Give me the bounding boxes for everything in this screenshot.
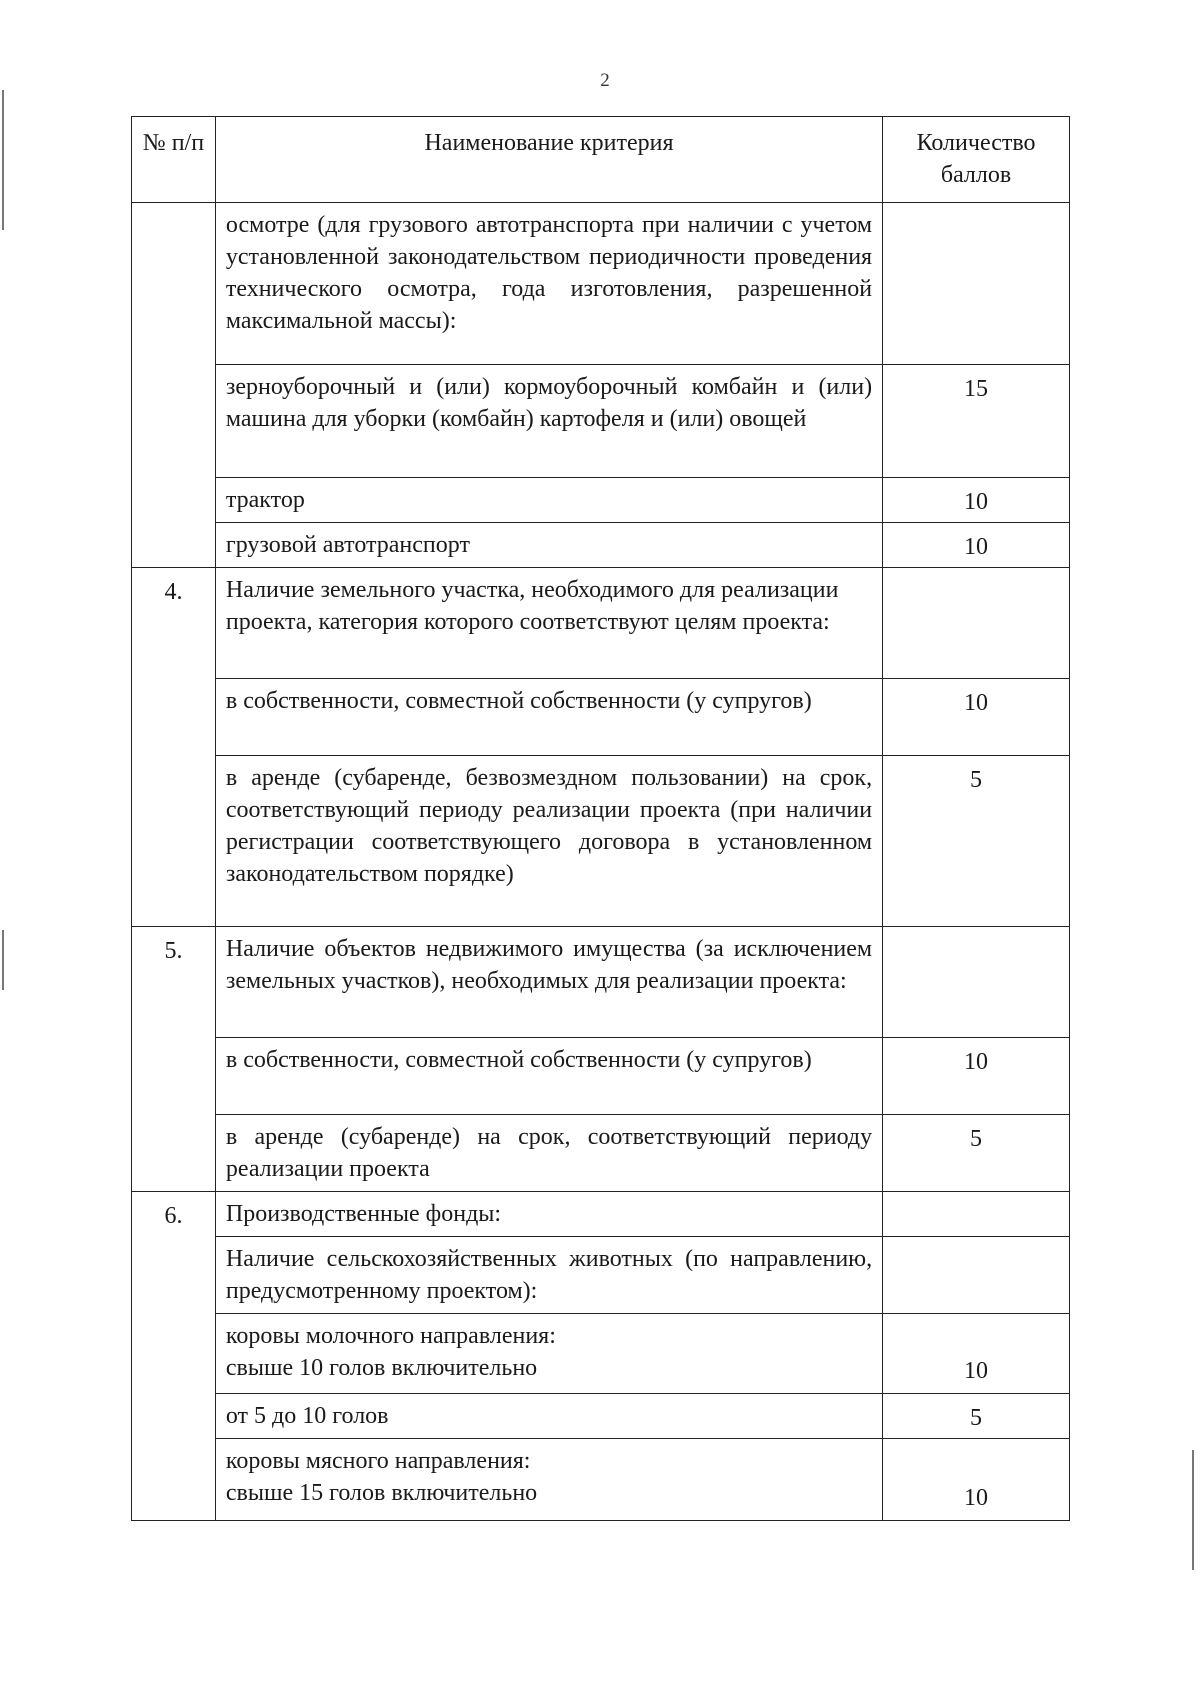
header-score: Количество баллов: [883, 117, 1070, 203]
table-row: [132, 568, 1070, 679]
table-row: [132, 1394, 1070, 1439]
table-row: [132, 1439, 1070, 1521]
criteria-table: [131, 116, 1070, 1521]
row-score: 10: [883, 478, 1070, 523]
table-row: [132, 1038, 1070, 1115]
row-criterion: Наличие сельскохозяйственных животных (по направлению, предусмотренному проектом):: [215, 1237, 882, 1314]
row-criterion: от 5 до 10 голов: [215, 1394, 882, 1439]
row-score: [883, 568, 1070, 679]
row-criterion: [215, 1439, 882, 1521]
row-criterion-heading: коровы мясного направления:: [225, 1448, 531, 1474]
scan-edge-mark: [2, 90, 4, 230]
table-row: [132, 365, 1070, 478]
row-criterion-detail: свыше 15 голов включительно: [225, 1480, 538, 1506]
row-num: 6.: [132, 1192, 216, 1521]
row-criterion: в аренде (субаренде) на срок, соответствующий периоду реализации проекта: [215, 1115, 882, 1192]
row-criterion: трактор: [215, 478, 882, 523]
table-header-row: [132, 117, 1070, 203]
row-num: 4.: [132, 568, 216, 927]
row-criterion: Наличие земельного участка, необходимого для реализации проекта, категория которого соответствуют целям проекта:: [215, 568, 882, 679]
table-row: [132, 1314, 1070, 1394]
table-row: [132, 1192, 1070, 1237]
row-criterion: грузовой автотранспорт: [215, 523, 882, 568]
row-criterion: в аренде (субаренде, безвозмездном пользовании) на срок, соответствующий периоду реализации проекта (при наличии регистрации соответствующего договора в установленном законодательством порядке): [215, 756, 882, 927]
row-num: [132, 203, 216, 568]
row-score: 10: [883, 1038, 1070, 1115]
row-score: 15: [883, 365, 1070, 478]
scan-edge-mark: [1192, 1450, 1194, 1570]
header-name: Наименование критерия: [215, 117, 882, 203]
row-criterion: осмотре (для грузового автотранспорта при наличии с учетом установленной законодательством периодичности проведения технического осмотра, года изготовления, разрешенной максимальной массы):: [215, 203, 882, 365]
row-score: [883, 927, 1070, 1038]
row-score: 10: [883, 1314, 1070, 1394]
table-row: [132, 1237, 1070, 1314]
row-criterion: в собственности, совместной собственности (у супругов): [215, 679, 882, 756]
table-row: [132, 203, 1070, 365]
row-criterion: в собственности, совместной собственности (у супругов): [215, 1038, 882, 1115]
row-criterion: зерноуборочный и (или) кормоуборочный комбайн и (или) машина для уборки (комбайн) картофеля и (или) овощей: [215, 365, 882, 478]
row-criterion-heading: коровы молочного направления:: [225, 1323, 556, 1349]
row-score: 10: [883, 523, 1070, 568]
row-criterion-detail: свыше 10 голов включительно: [225, 1355, 538, 1381]
header-num: № п/п: [132, 117, 216, 203]
row-score: 10: [883, 679, 1070, 756]
row-criterion: [215, 1314, 882, 1394]
row-score: [883, 1192, 1070, 1237]
row-score: 5: [883, 1115, 1070, 1192]
scan-edge-mark: [2, 930, 4, 990]
page-number: 2: [600, 70, 610, 91]
row-score: [883, 203, 1070, 365]
table-row: [132, 927, 1070, 1038]
table-row: [132, 523, 1070, 568]
row-criterion: Производственные фонды:: [215, 1192, 882, 1237]
row-score: [883, 1237, 1070, 1314]
table-row: [132, 756, 1070, 927]
row-score: 10: [883, 1439, 1070, 1521]
table-row: [132, 478, 1070, 523]
table-row: [132, 679, 1070, 756]
row-score: 5: [883, 1394, 1070, 1439]
row-criterion: Наличие объектов недвижимого имущества (за исключением земельных участков), необходимых для реализации проекта:: [215, 927, 882, 1038]
row-score: 5: [883, 756, 1070, 927]
table-row: [132, 1115, 1070, 1192]
row-num: 5.: [132, 927, 216, 1192]
